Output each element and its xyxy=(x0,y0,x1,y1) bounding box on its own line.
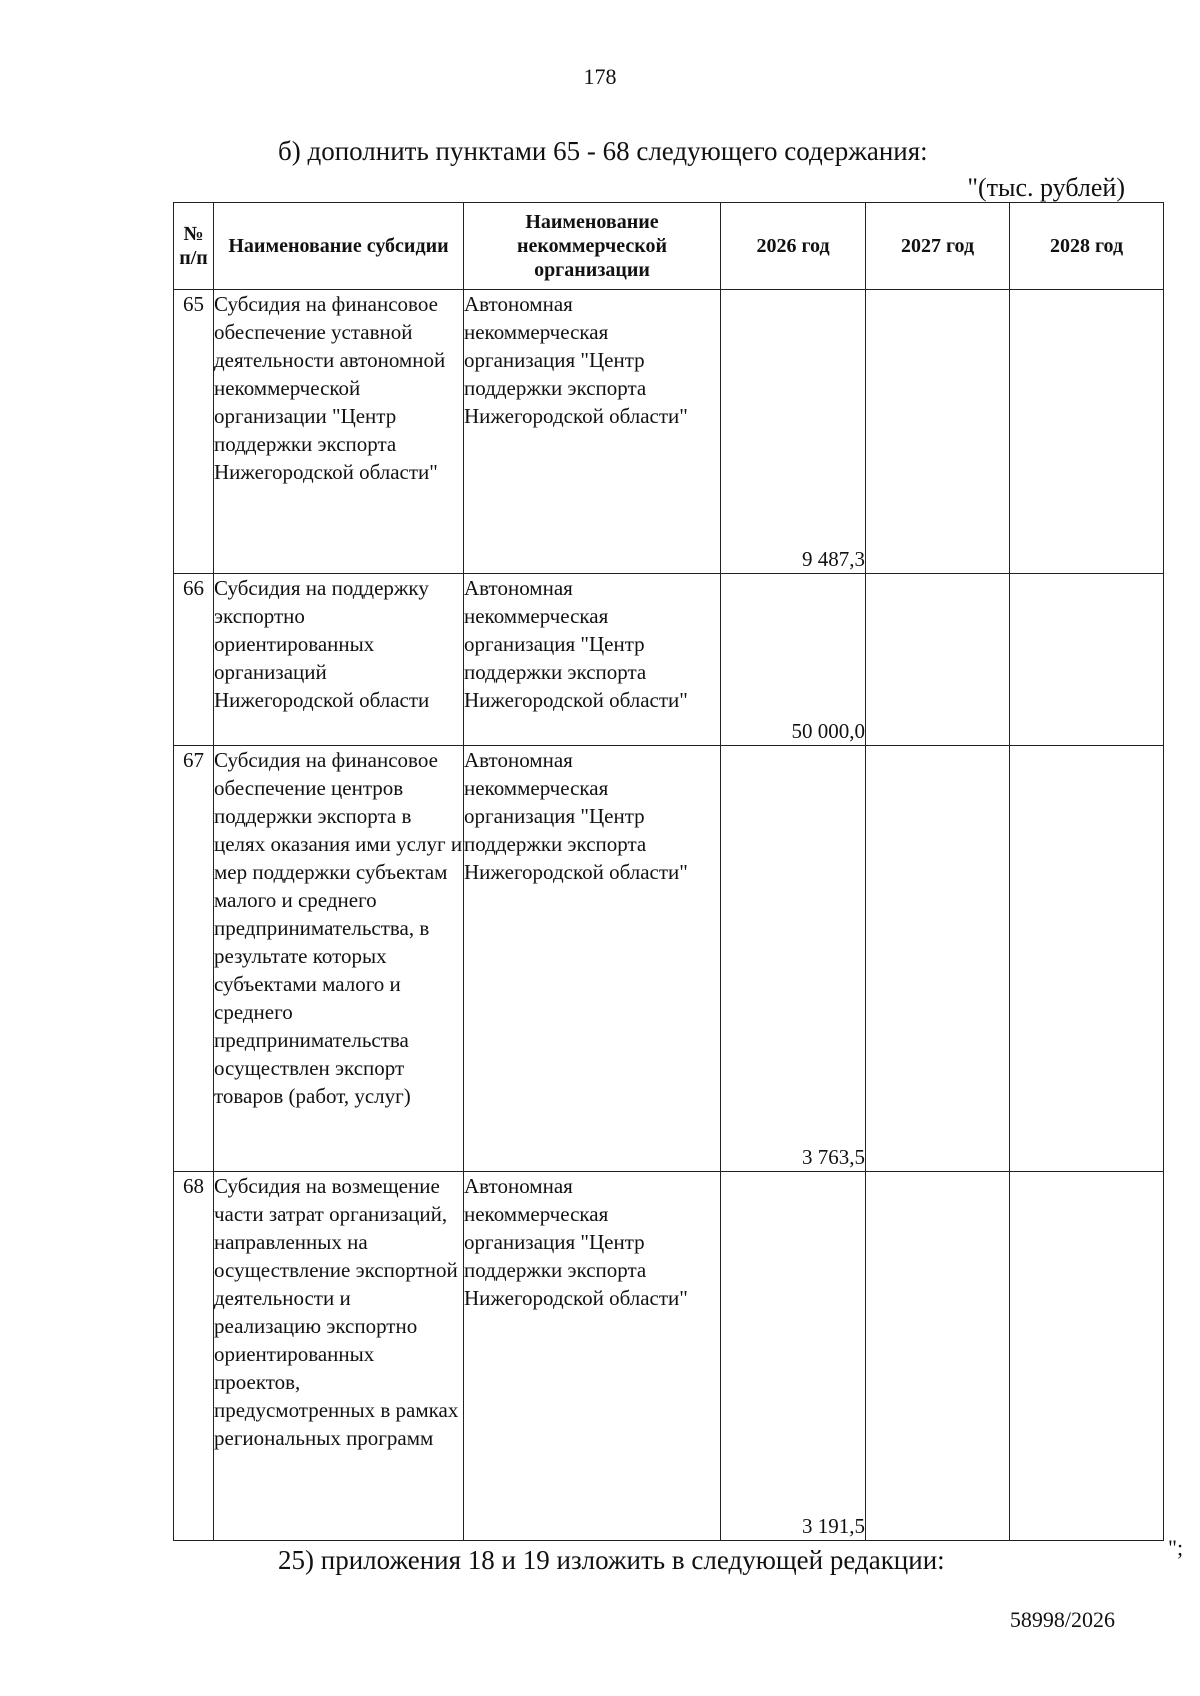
intro-text: б) дополнить пунктами 65 - 68 следующего содержания: xyxy=(278,136,928,166)
header-number: № п/п xyxy=(174,203,214,290)
subsidies-table xyxy=(173,202,1164,1541)
organization-name: Автономная некоммерческая организация "Центр поддержки экспорта Нижегородской области" xyxy=(464,1172,721,1541)
units-note: "(тыс. рублей) xyxy=(967,173,1125,202)
organization-name: Автономная некоммерческая организация "Центр поддержки экспорта Нижегородской области" xyxy=(464,290,721,574)
amount-2026: 3 191,5 xyxy=(721,1172,866,1541)
header-year-2027: 2027 год xyxy=(866,203,1010,290)
amount-2027 xyxy=(866,746,1010,1172)
page-number: 178 xyxy=(583,64,617,89)
row-number: 66 xyxy=(174,574,214,746)
amount-2028 xyxy=(1010,574,1164,746)
table-row xyxy=(174,290,1164,574)
document-number: 58998/2026 xyxy=(1009,1607,1115,1632)
subsidy-name: Субсидия на возмещение части затрат организаций, направленных на осуществление экспортной деятельности и реализацию экспортно ориентированных проектов, предусмотренных в рамках региональных программ xyxy=(214,1172,464,1541)
row-number: 68 xyxy=(174,1172,214,1541)
amount-2026: 50 000,0 xyxy=(721,574,866,746)
header-year-2028: 2028 год xyxy=(1010,203,1164,290)
amount-2026: 3 763,5 xyxy=(721,746,866,1172)
organization-name: Автономная некоммерческая организация "Центр поддержки экспорта Нижегородской области" xyxy=(464,746,721,1172)
amount-2028 xyxy=(1010,746,1164,1172)
amount-2026: 9 487,3 xyxy=(721,290,866,574)
table-header-row xyxy=(174,203,1164,290)
table-row xyxy=(174,1172,1164,1541)
subsidy-name: Субсидия на финансовое обеспечение центров поддержки экспорта в целях оказания ими услуг и мер поддержки субъектам малого и среднего предпринимательства, в результате которых субъектами малого и среднего предпринимательства осуществлен экспорт товаров (работ, услуг) xyxy=(214,746,464,1172)
header-subsidy-name: Наименование субсидии xyxy=(214,203,464,290)
organization-name: Автономная некоммерческая организация "Центр поддержки экспорта Нижегородской области" xyxy=(464,574,721,746)
subsidy-name: Субсидия на финансовое обеспечение уставной деятельности автономной некоммерческой организации "Центр поддержки экспорта Нижегородской области" xyxy=(214,290,464,574)
amount-2028 xyxy=(1010,1172,1164,1541)
header-organization-name: Наименование некоммерческой организации xyxy=(464,203,721,290)
next-item-text: 25) приложения 18 и 19 изложить в следующей редакции: xyxy=(278,1545,945,1575)
closing-quote-mark: "; xyxy=(1168,1535,1184,1560)
row-number: 67 xyxy=(174,746,214,1172)
table-row xyxy=(174,746,1164,1172)
amount-2028 xyxy=(1010,290,1164,574)
header-year-2026: 2026 год xyxy=(721,203,866,290)
amount-2027 xyxy=(866,290,1010,574)
amount-2027 xyxy=(866,1172,1010,1541)
subsidy-name: Субсидия на поддержку экспортно ориентированных организаций Нижегородской области xyxy=(214,574,464,746)
table-row xyxy=(174,574,1164,746)
amount-2027 xyxy=(866,574,1010,746)
row-number: 65 xyxy=(174,290,214,574)
